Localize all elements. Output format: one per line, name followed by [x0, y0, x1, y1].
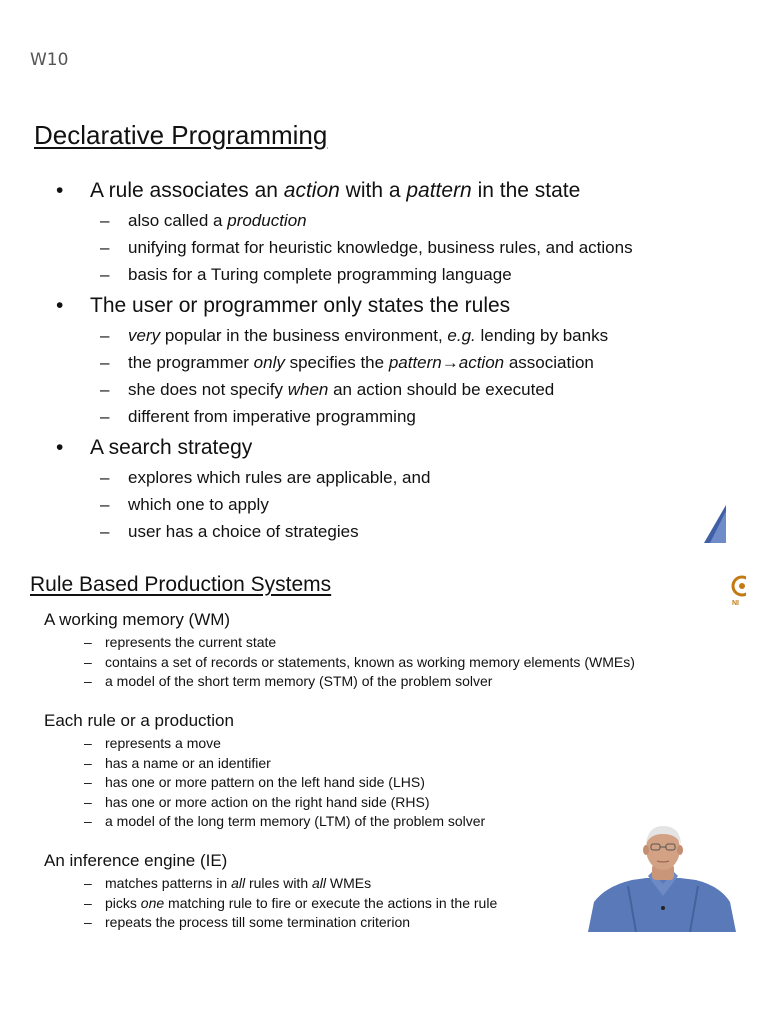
dash-marker: –	[100, 326, 110, 345]
bullet-text: A rule associates an action with a pattern in the state	[90, 179, 581, 202]
sub-bullet-text: repeats the process till some termination criterion	[105, 914, 411, 930]
sub-bullet-text: picks one matching rule to fire or execute the actions in the rule	[105, 894, 498, 911]
bullet-text: The user or programmer only states the rules	[90, 294, 511, 317]
sub-bullet-text: the programmer only specifies the pattern→action association	[128, 353, 594, 372]
sub-bullet	[0, 522, 768, 548]
sub-bullet-text: represents a move	[105, 735, 221, 751]
dash-marker: –	[84, 793, 92, 810]
sub-bullet	[0, 326, 768, 352]
dash-marker: –	[84, 754, 92, 771]
dash-marker: –	[84, 634, 92, 650]
dash-marker: –	[84, 813, 92, 829]
bullet-marker: •	[56, 294, 64, 317]
dash-marker: –	[100, 522, 110, 541]
sub-bullet	[0, 380, 768, 406]
sub-bullet-text: has one or more pattern on the left hand side (LHS)	[105, 774, 425, 790]
sub-bullet-text: user has a choice of strategies	[128, 522, 359, 541]
slide2-title: Rule Based Production Systems	[30, 573, 332, 596]
sub-bullet-text: has a name or an identifier	[105, 754, 271, 771]
dash-marker: –	[100, 265, 110, 284]
sub-bullet-text: also called a production	[128, 211, 307, 230]
section-heading: An inference engine (IE)	[44, 851, 228, 870]
sub-bullet	[0, 468, 768, 494]
dash-marker: –	[100, 238, 110, 257]
dash-marker: –	[100, 211, 110, 230]
section-heading: Each rule or a production	[44, 711, 234, 730]
bullet-text: A search strategy	[90, 436, 253, 459]
dash-marker: –	[100, 380, 110, 399]
sub-bullet-text: very popular in the business environment, e.g. lending by banks	[128, 326, 609, 345]
sub-bullet	[0, 238, 768, 264]
sub-bullet-text: matches patterns in all rules with all WMEs	[105, 875, 372, 891]
bullet-marker: •	[56, 436, 64, 459]
sub-bullet	[0, 755, 768, 774]
sub-bullet	[0, 407, 768, 433]
sub-bullet-text: she does not specify when an action should be executed	[128, 380, 555, 399]
dash-marker: –	[84, 673, 92, 689]
section-heading: A working memory (WM)	[44, 610, 231, 629]
bullet-marker: •	[56, 179, 64, 202]
dash-marker: –	[84, 875, 92, 891]
sub-bullet-text: basis for a Turing complete programming language	[128, 265, 512, 284]
sub-bullet	[0, 495, 768, 521]
slide1-title: Declarative Programming	[34, 120, 328, 150]
sub-bullet-text: different from imperative programming	[128, 407, 416, 426]
dash-marker: –	[100, 407, 110, 426]
sub-bullet	[0, 774, 768, 793]
dash-marker: –	[84, 735, 92, 751]
dash-marker: –	[84, 774, 92, 790]
sub-bullet	[0, 265, 768, 291]
sub-bullet-text: which one to apply	[128, 495, 269, 514]
dash-marker: –	[100, 353, 110, 372]
dash-marker: –	[84, 653, 92, 670]
sub-bullet	[0, 353, 768, 379]
sub-bullet	[0, 211, 768, 237]
sub-bullet-text: explores which rules are applicable, and	[128, 468, 431, 487]
sub-bullet	[0, 634, 768, 653]
sub-bullet-text: a model of the short term memory (STM) of the problem solver	[105, 673, 493, 689]
dash-marker: –	[84, 914, 92, 930]
sub-bullet	[0, 673, 768, 692]
sub-bullet-text: unifying format for heuristic knowledge, business rules, and actions	[128, 238, 633, 257]
dash-marker: –	[100, 468, 110, 487]
sub-bullet-text: a model of the long term memory (LTM) of the problem solver	[105, 813, 486, 829]
presenter-video	[588, 822, 736, 932]
sub-bullet-text: contains a set of records or statements, known as working memory elements (WMEs)	[105, 653, 635, 670]
sub-bullet	[0, 735, 768, 754]
sub-bullet	[0, 794, 768, 813]
sub-bullet	[0, 654, 768, 673]
slide-corner-decoration	[704, 505, 726, 543]
dash-marker: –	[100, 495, 110, 514]
sub-bullet-text: represents the current state	[105, 634, 277, 650]
institute-logo: NI	[728, 572, 746, 612]
sub-bullet-text: has one or more action on the right hand side (RHS)	[105, 793, 430, 810]
dash-marker: –	[84, 894, 92, 911]
week-tag: W10	[30, 50, 69, 70]
